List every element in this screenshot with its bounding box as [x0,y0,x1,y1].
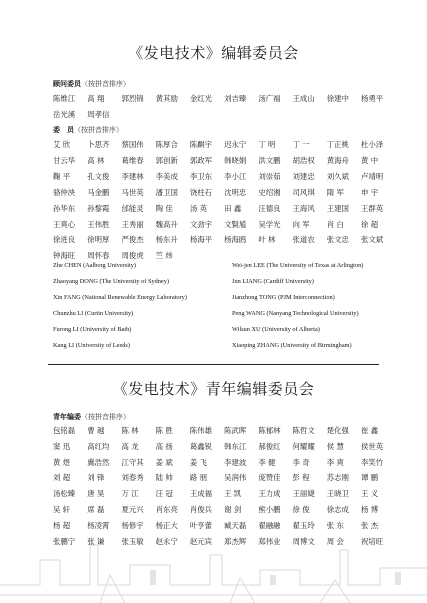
member-name: 王丽婕 [292,489,315,499]
advisors-label: 顾问委员 [53,80,81,88]
member-name: 谭 鹏 [360,473,379,483]
member-name: 路 朋 [189,473,208,483]
member-name: 谢 剑 [224,505,242,514]
name-row [53,519,393,532]
name-row [53,170,393,183]
member-name: 张文忠 [326,235,349,245]
name-row [53,487,393,500]
member-name: 陈郁林 [258,426,281,435]
international-member: Furong LI (University of Bath) [53,326,132,333]
member-name: 刘 超 [53,473,71,483]
member-name: 吴学光 [258,219,281,229]
member-name: 卜思齐 [87,140,110,149]
member-name: 周博文 [292,536,315,546]
member-name: 隋 军 [326,187,344,197]
members-heading [53,125,123,135]
member-name: 黄 煜 [53,457,71,467]
member-name: 杜小泽 [360,140,384,149]
member-name: 严俊杰 [121,235,144,245]
member-name: 洪文鹏 [258,155,281,165]
name-row [53,108,393,121]
member-name: 王爽心 [53,219,76,229]
member-name: 刘崇茹 [258,171,281,181]
member-name: 窦 迅 [53,441,71,451]
member-name: 姜 飞 [189,457,208,467]
member-name: 徐进良 [53,235,76,245]
member-name: 陈维江 [53,94,76,103]
member-name: 杨凌霄 [87,520,110,530]
member-name: 李 健 [258,457,276,467]
international-member: Jianzhong TONG (PJM Interconnection) [232,294,335,301]
member-name: 李建林 [121,171,144,181]
name-row [53,503,393,516]
member-name: 郭烈锦 [121,94,144,103]
member-name: 金红光 [189,94,213,103]
member-name: 包铭磊 [53,426,76,435]
member-name: 徐志成 [326,505,349,514]
member-name: 唐 昊 [87,489,105,499]
member-name: 沈明忠 [224,187,247,197]
member-name: 李建波 [224,457,247,467]
member-name: 夏元兴 [121,505,144,514]
name-row [53,92,393,105]
member-name: 祝培旺 [360,536,384,546]
member-name: 何耀耀 [292,441,315,451]
name-row [53,186,393,199]
youth-label: 青年编委 [53,413,81,421]
member-name: 徐 俊 [292,505,310,514]
member-name: 司风琪 [292,187,315,197]
member-name: 陈 林 [121,426,139,435]
member-name: 王秀丽 [121,219,144,229]
international-member: Xiaoping ZHANG (University of Birmingham) [232,342,352,349]
international-member: Wei-jen LEE (The University of Texas at Arlington) [232,262,364,269]
member-name: 杨 超 [53,520,71,530]
member-name: 张玉敏 [121,536,144,546]
member-name: 黄海舟 [326,155,349,165]
member-name: 杨勇平 [360,94,384,103]
member-name: 汤 英 [189,203,208,213]
member-name: 马世英 [121,187,144,197]
member-name: 周怀春 [87,251,110,261]
member-name: 徐建中 [326,94,349,103]
member-name: 骆仲泱 [53,187,76,197]
international-member: Jun LIANG (Cardiff University) [232,278,314,285]
member-name: 黄其励 [155,94,178,103]
member-name: 岳光溪 [53,110,76,119]
member-name: 艾 欣 [53,140,71,149]
member-name: 郭创新 [155,155,178,165]
member-name: 张 谦 [87,536,105,546]
member-name: 肖俊兵 [189,505,213,514]
member-name: 周孝信 [87,110,110,119]
member-name: 郑伟业 [258,536,281,546]
member-name: 张文斌 [360,235,384,245]
member-name: 汪德良 [258,203,281,213]
member-name: 杨修宇 [121,520,144,530]
member-name: 葛鑫锐 [189,441,213,451]
member-name: 卢靖明 [360,171,384,181]
member-name: 高 翔 [87,94,105,103]
member-name: 汤广福 [258,94,281,103]
member-name: 刘建忠 [292,171,315,181]
member-name: 翟玉玲 [292,520,315,530]
member-name: 翟融融 [258,520,281,530]
member-name: 李笑竹 [360,457,384,467]
member-name: 周 会 [326,536,344,546]
member-name: 杨东升 [155,235,178,245]
member-name: 张 东 [326,520,344,530]
member-name: 熊小鹏 [258,505,281,514]
member-name: 徐明厚 [87,235,110,245]
member-name: 刘春秀 [121,473,144,483]
members-label: 委 员 [53,126,74,134]
member-name: 万 江 [121,489,139,499]
member-name: 丁 明 [258,140,276,149]
member-name: 鞠 平 [53,171,71,181]
member-name: 杨海平 [189,235,213,245]
member-name: 陈伟雄 [189,426,213,435]
member-name: 王建国 [326,203,349,213]
member-name: 文劲宇 [189,219,213,229]
member-name: 李 奇 [292,457,310,467]
member-name: 陈麒宇 [189,140,213,149]
international-member: Xin FANG (National Renewable Energy Laboratory) [53,294,187,301]
member-name: 刘 锋 [87,473,105,483]
member-name: 王晓卫 [326,489,349,499]
member-name: 向 军 [292,219,310,229]
member-name: 丁正桃 [326,140,349,149]
member-name: 王海风 [292,203,315,213]
member-name: 竺 炜 [155,251,173,261]
member-name: 徐 超 [360,219,379,229]
member-name: 陶 佳 [155,203,173,213]
member-name: 陈厚合 [155,140,178,149]
member-name: 孙华东 [53,203,76,213]
member-name: 葛维春 [121,155,144,165]
youth-sort-note: （按拼音排序） [81,413,130,421]
member-name: 崔 鑫 [360,426,379,435]
member-name: 申 宇 [360,187,379,197]
member-name: 肖东亮 [155,505,178,514]
member-name: 侯世英 [360,441,384,451]
member-name: 王成山 [292,94,315,103]
member-name: 姜 斌 [155,457,173,467]
member-name: 庞赞佳 [258,473,281,483]
name-row [53,249,393,262]
member-name: 苏志刚 [326,473,349,483]
member-name: 叶亨蕾 [189,520,213,530]
member-name: 杨 博 [360,505,379,514]
member-name: 臧天磊 [224,520,247,530]
member-name: 田 鑫 [224,203,242,213]
member-name: 王力成 [258,489,281,499]
name-row [53,440,393,453]
name-row [53,233,393,246]
member-name: 彭 程 [292,473,310,483]
member-name: 王群英 [360,203,384,213]
member-name: 甘云华 [53,155,76,165]
member-name: 高 龙 [121,441,139,451]
member-name: 迟永宁 [224,140,247,149]
member-name: 陈 胜 [155,426,173,435]
member-name: 刘吉臻 [224,94,247,103]
member-name: 吴 轩 [53,505,71,514]
member-name: 韩晓娟 [224,155,247,165]
member-name: 王成福 [189,489,213,499]
member-name: 潘卫国 [155,187,178,197]
member-name: 高红均 [87,441,110,451]
member-name: 黄 中 [360,155,379,165]
member-name: 陈哲文 [292,426,315,435]
member-name: 张道农 [292,235,315,245]
member-name: 胡浩权 [292,155,315,165]
member-name: 文賢馗 [224,219,247,229]
member-name: 侯 慧 [326,441,344,451]
member-name: 楚化强 [326,426,349,435]
member-name: 郑杰辉 [224,536,247,546]
youth-heading [53,412,130,422]
name-row [53,456,393,469]
name-row [53,218,393,231]
member-name: 高 林 [87,155,105,165]
member-name: 王伟胜 [87,219,110,229]
member-name: 汪 冠 [155,489,173,499]
member-name: 李美成 [155,171,178,181]
member-name: 魏高升 [155,219,178,229]
member-name: 邰能灵 [121,203,144,213]
international-member: Peng WANG (Nanyang Technological University) [232,310,359,317]
member-name: 陈武晖 [224,426,247,435]
member-name: 韩东江 [224,441,247,451]
member-name: 江守其 [121,457,144,467]
member-name: 周俊虎 [121,251,144,261]
member-name: 肖 白 [326,219,344,229]
member-name: 张鹏宁 [53,536,76,546]
member-name: 郭政军 [189,155,213,165]
member-name: 钟海旺 [53,251,76,261]
international-member: Zhaoyang DONG (The University of Sydney) [53,278,169,285]
members-sort-note: （按拼音排序） [74,126,123,134]
member-name: 赵元宾 [189,536,213,546]
member-name: 王 义 [360,489,379,499]
member-name: 郝俊红 [258,441,281,451]
name-row [53,424,393,437]
member-name: 席 磊 [87,505,105,514]
international-member: Zhe CHEN (Aalborg University) [53,262,136,269]
international-member: Wilsun XU (University of Alberta) [232,326,320,333]
member-name: 王 凯 [224,489,242,499]
member-name: 孔文俊 [87,171,110,181]
member-name: 杨海鸥 [224,235,247,245]
member-name: 杨正大 [155,520,178,530]
member-name: 汤松臻 [53,489,76,499]
member-name: 史绍湘 [258,187,281,197]
international-member: Kang LI (University of Leeds) [53,342,130,349]
name-row [53,535,393,548]
member-name: 刘久斌 [326,171,349,181]
member-name: 李卫东 [189,171,213,181]
member-name: 饶柱石 [189,187,213,197]
advisors-sort-note: （按拼音排序） [81,80,130,88]
youth-board-title: 《发电技术》青年编辑委员会 [112,380,315,398]
member-name: 高 扬 [155,441,173,451]
international-member: Chunzhu LI (Curtin University) [53,310,134,317]
advisors-heading [53,79,130,89]
member-name: 马金鹏 [87,187,110,197]
editorial-board-title: 《发电技术》编辑委员会 [128,44,299,62]
name-row [53,471,393,484]
name-row [53,138,393,151]
member-name: 李小江 [224,171,247,181]
member-name: 冀浩然 [87,457,110,467]
member-name: 张 杰 [360,520,379,530]
member-name: 曹 越 [87,426,105,435]
member-name: 陆 帅 [155,473,173,483]
member-name: 叶 林 [258,235,276,245]
member-name: 蔡国伟 [121,140,144,149]
member-name: 李 爽 [326,457,344,467]
name-row [53,202,393,215]
member-name: 吴润伟 [224,473,247,483]
member-name: 丁 一 [292,140,310,149]
member-name: 赵永宁 [155,536,178,546]
section-divider [48,364,379,365]
name-row [53,154,393,167]
member-name: 孙黎霞 [87,203,110,213]
